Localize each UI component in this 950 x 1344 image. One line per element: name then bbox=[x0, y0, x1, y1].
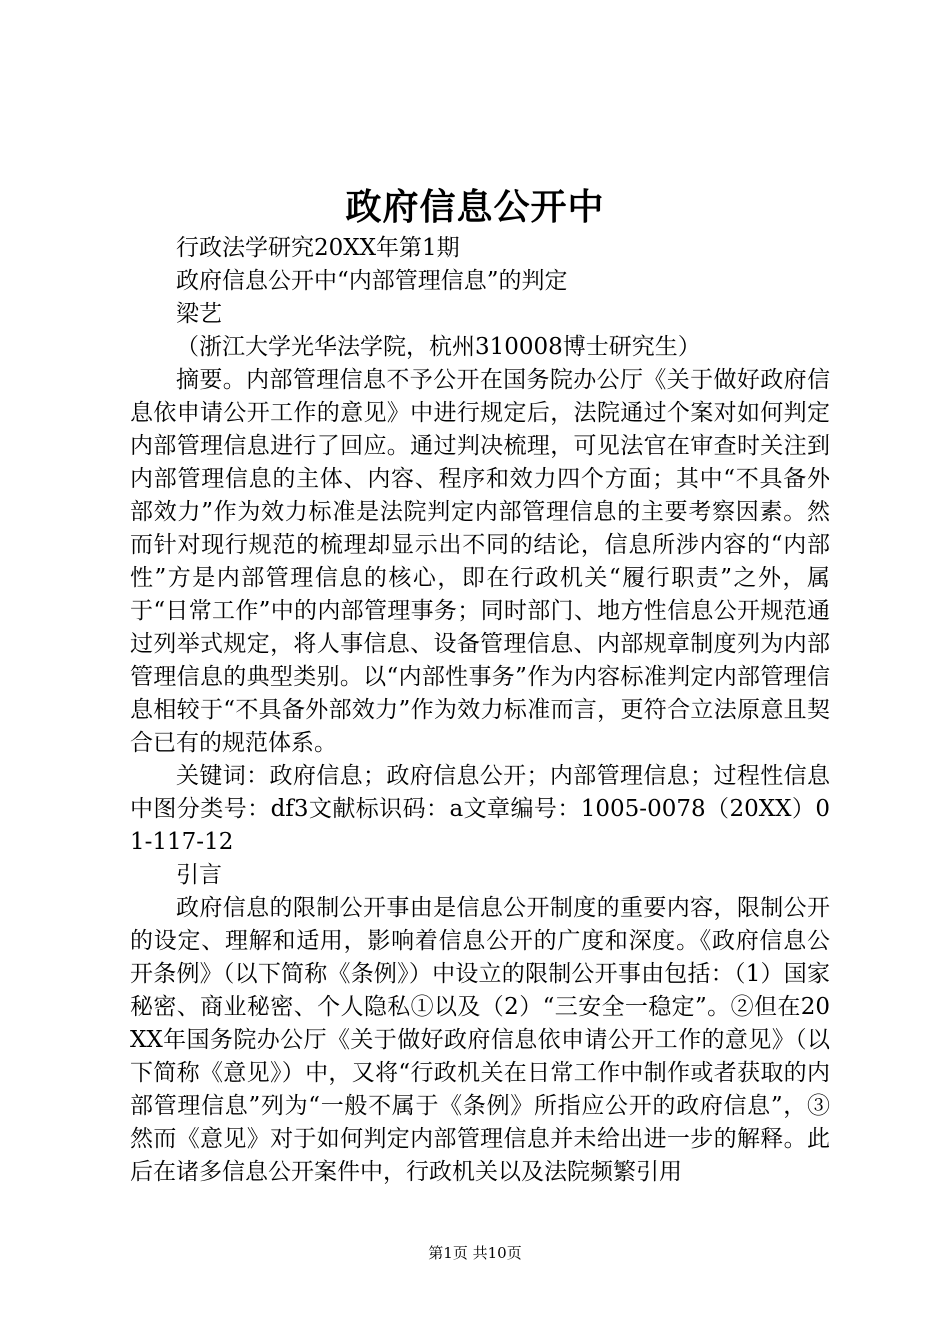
document-title: 政府信息公开中 bbox=[345, 187, 605, 228]
document-body bbox=[130, 232, 830, 1189]
abstract-paragraph: 摘要。内部管理信息不予公开在国务院办公厅《关于做好政府信息依申请公开工作的意见》中进行规定后，法院通过个案对如何判定内部管理信息进行了回应。通过判决梳理，可见法官在审查时关注到内部管理信息的主体、内容、程序和效力四个方面；其中“不具备外部效力”作为效力标准是法院判定内部管理信息的主要考察因素。然而针对现行规范的梳理却显示出不同的结论，信息所涉内容的“内部性”方是内部管理信息的核心，即在行政机关“履行职责”之外，属于“日常工作”中的内部管理事务；同时部门、地方性信息公开规范通过列举式规定，将人事信息、设备管理信息、内部规章制度列为内部管理信息的典型类别。以“内部性事务”作为内容标准判定内部管理信息相较于“不具备外部效力”作为效力标准而言，更符合立法原意且契合已有的规范体系。 bbox=[130, 367, 830, 756]
article-title-line: 政府信息公开中“内部管理信息”的判定 bbox=[176, 268, 568, 294]
keywords-paragraph: 关键词：政府信息；政府信息公开；内部管理信息；过程性信息中图分类号：df3文献标识码：a文章编号：1005-0078（20XX）01-117-12 bbox=[130, 763, 830, 855]
author-line: 梁艺 bbox=[176, 301, 222, 327]
intro-heading: 引言 bbox=[176, 862, 222, 888]
affiliation-line: （浙江大学光华法学院，杭州310008博士研究生） bbox=[176, 334, 701, 360]
intro-paragraph: 政府信息的限制公开事由是信息公开制度的重要内容，限制公开的设定、理解和适用，影响着信息公开的广度和深度。《政府信息公开条例》（以下简称《条例》）中设立的限制公开事由包括：（1）国家秘密、商业秘密、个人隐私①以及（2）“三安全一稳定”。②但在20XX年国务院办公厅《关于做好政府信息依申请公开工作的意见》（以下简称《意见》）中，又将“行政机关在日常工作中制作或者获取的内部管理信息”列为“一般不属于《条例》所指应公开的政府信息”，③然而《意见》对于如何判定内部管理信息并未给出进一步的解释。此后在诸多信息公开案件中，行政机关以及法院频繁引用 bbox=[130, 895, 830, 1185]
page-footer: 第1页 共10页 bbox=[428, 1244, 522, 1262]
journal-line: 行政法学研究20XX年第1期 bbox=[176, 235, 460, 261]
